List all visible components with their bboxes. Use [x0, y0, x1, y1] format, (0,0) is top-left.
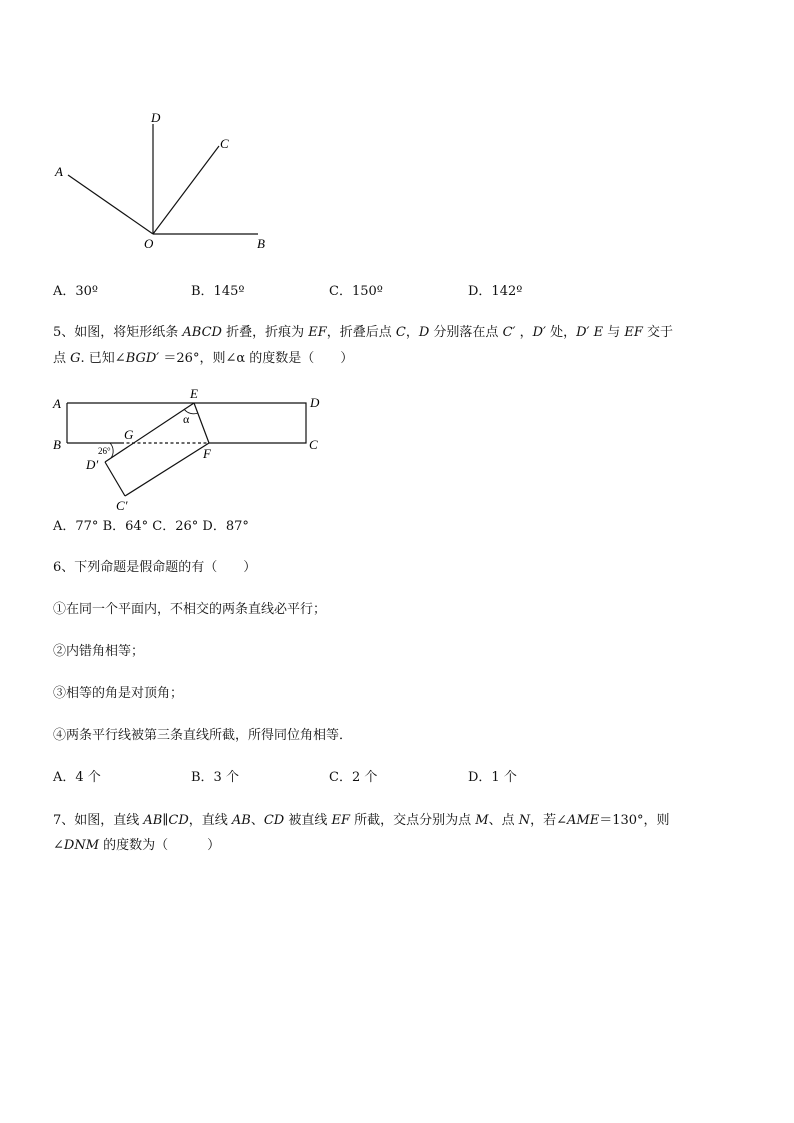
label-B: B: [53, 437, 61, 452]
label-D-prime: D′: [86, 457, 99, 472]
q7-stem-line1: 7、如图，直线 AB∥CD，直线 AB、CD 被直线 EF 所截，交点分别为点 M、点 N，若∠AME＝130°，则: [53, 813, 670, 828]
label-D: D: [151, 110, 161, 125]
label-A: A: [55, 164, 63, 179]
fold-EF: [194, 403, 209, 443]
ray-OA: [68, 175, 153, 234]
fold-DC: [105, 462, 125, 496]
label-B: B: [257, 236, 265, 251]
fold-ED: [105, 403, 194, 462]
label-E: E: [190, 386, 198, 401]
label-26deg: 26°: [98, 446, 111, 456]
fold-CF: [125, 443, 209, 496]
q6-item-1: ①在同一个平面内，不相交的两条直线必平行；: [53, 602, 327, 617]
q6-option-d: D．1 个: [468, 770, 517, 785]
label-alpha: α: [183, 412, 190, 426]
label-C: C: [220, 136, 229, 151]
q5-stem-line1: 5、如图，将矩形纸条 ABCD 折叠，折痕为 EF，折叠后点 C，D 分别落在点 C′ ，D′ 处，D′ E 与 EF 交于: [53, 325, 674, 340]
q4-angle-figure: [50, 108, 280, 253]
label-C-prime: C′: [116, 498, 128, 513]
q6-option-b: B．3 个: [191, 770, 239, 785]
label-A: A: [53, 396, 61, 411]
q4-option-a: A．30º: [53, 284, 99, 299]
q7-stem-line2: ∠DNM 的度数为（ ）: [53, 838, 221, 853]
ray-OC: [153, 146, 219, 234]
q6-option-a: A．4 个: [53, 770, 101, 785]
label-D: D: [310, 395, 320, 410]
q5-stem-line2: 点 G. 已知∠BGD′ ＝26°，则∠α 的度数是（ ）: [53, 351, 354, 366]
q6-item-4: ④两条平行线被第三条直线所截，所得同位角相等．: [53, 728, 353, 743]
q6-stem: 6、下列命题是假命题的有（ ）: [53, 560, 257, 575]
label-C: C: [309, 437, 318, 452]
q6-item-3: ③相等的角是对顶角；: [53, 686, 184, 701]
label-O: O: [144, 236, 154, 251]
q5-options: A．77° B．64° C．26° D．87°: [53, 519, 249, 534]
q4-option-d: D．142º: [468, 284, 523, 299]
q6-option-c: C．2 个: [329, 770, 378, 785]
label-G: G: [124, 427, 134, 442]
rect-right: [190, 403, 306, 443]
q6-item-2: ②内错角相等；: [53, 644, 145, 659]
label-F: F: [203, 446, 211, 461]
q4-option-b: B．145º: [191, 284, 245, 299]
q5-fold-figure: [50, 386, 340, 516]
q4-option-c: C．150º: [329, 284, 383, 299]
